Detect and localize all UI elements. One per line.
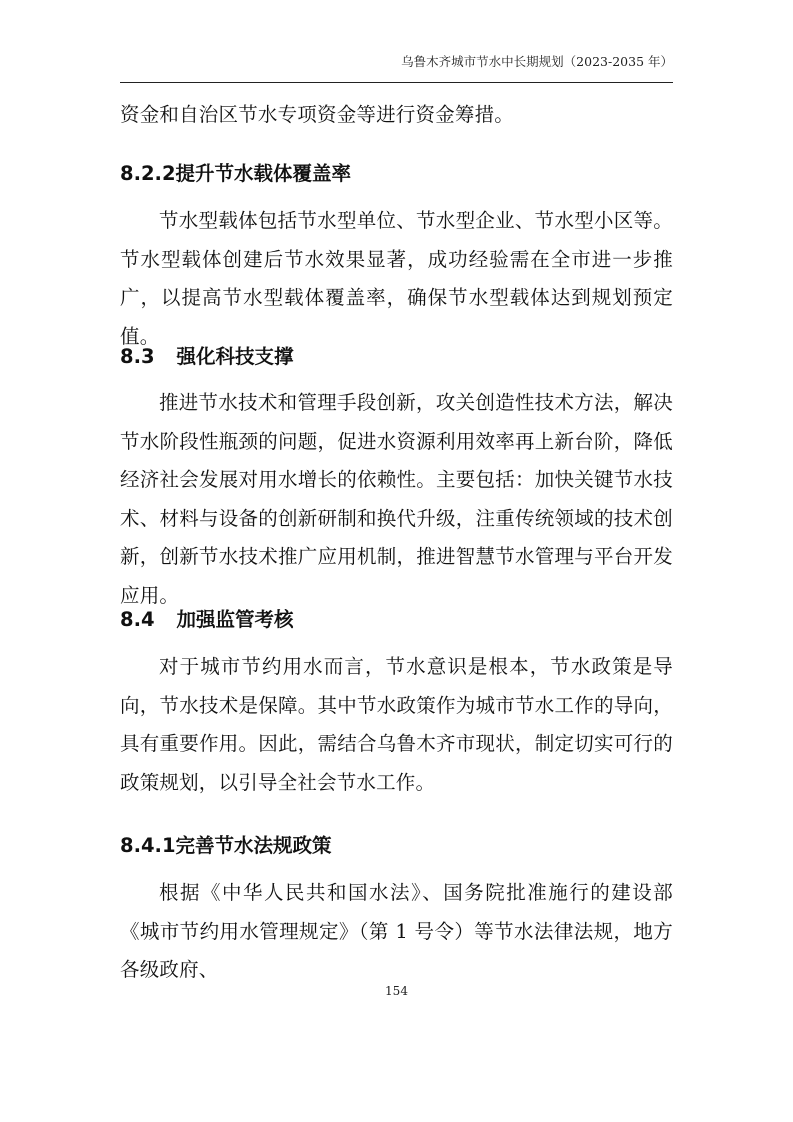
section-title: 完善节水法规政策: [175, 834, 332, 857]
section-title: 提升节水载体覆盖率: [175, 162, 352, 185]
section-number: 8.4: [120, 608, 155, 631]
paragraph-carrier-coverage: 节水型载体包括节水型单位、节水型企业、节水型小区等。节水型载体创建后节水效果显著，成功经验需在全市进一步推广，以提高节水型载体覆盖率，确保节水型载体达到规划预定值。: [120, 209, 673, 348]
section-number: 8.4.1: [120, 834, 176, 857]
section-title: 强化科技支撑: [176, 345, 294, 368]
section-heading-8-2-2: [120, 158, 673, 186]
paragraph-regulations: 根据《中华人民共和国水法》、国务院批准施行的建设部《城市节约用水管理规定》（第 1 号令）等节水法律法规，地方各级政府、: [120, 881, 673, 982]
paragraph-tech-support: 推进节水技术和管理手段创新，攻关创造性技术方法，解决节水阶段性瓶颈的问题，促进水资源利用效率再上新台阶，降低经济社会发展对用水增长的依赖性。主要包括：加快关键节水技术、材料与设备的创新研制和换代升级，注重传统领域的技术创新，创新节水技术推广应用机制，推进智慧节水管理与平台开发应用。: [120, 391, 673, 607]
page-footer: [0, 984, 793, 998]
section-number: 8.2.2: [120, 162, 176, 185]
page-header: [120, 52, 673, 83]
section-heading-8-3: [120, 341, 673, 369]
header-title: 乌鲁木齐城市节水中长期规划（2023-2035 年）: [401, 54, 673, 69]
section-heading-8-4-1: [120, 830, 673, 858]
paragraph-funding: 资金和自治区节水专项资金等进行资金筹措。: [120, 103, 515, 126]
section-title: 加强监管考核: [176, 608, 294, 631]
section-number: 8.3: [120, 345, 155, 368]
section-heading-8-4: [120, 604, 673, 632]
paragraph-supervision: 对于城市节约用水而言，节水意识是根本，节水政策是导向，节水技术是保障。其中节水政策作为城市节水工作的导向，具有重要作用。因此，需结合乌鲁木齐市现状，制定切实可行的政策规划，以引导全社会节水工作。: [120, 655, 673, 794]
page-number: 154: [385, 984, 408, 998]
